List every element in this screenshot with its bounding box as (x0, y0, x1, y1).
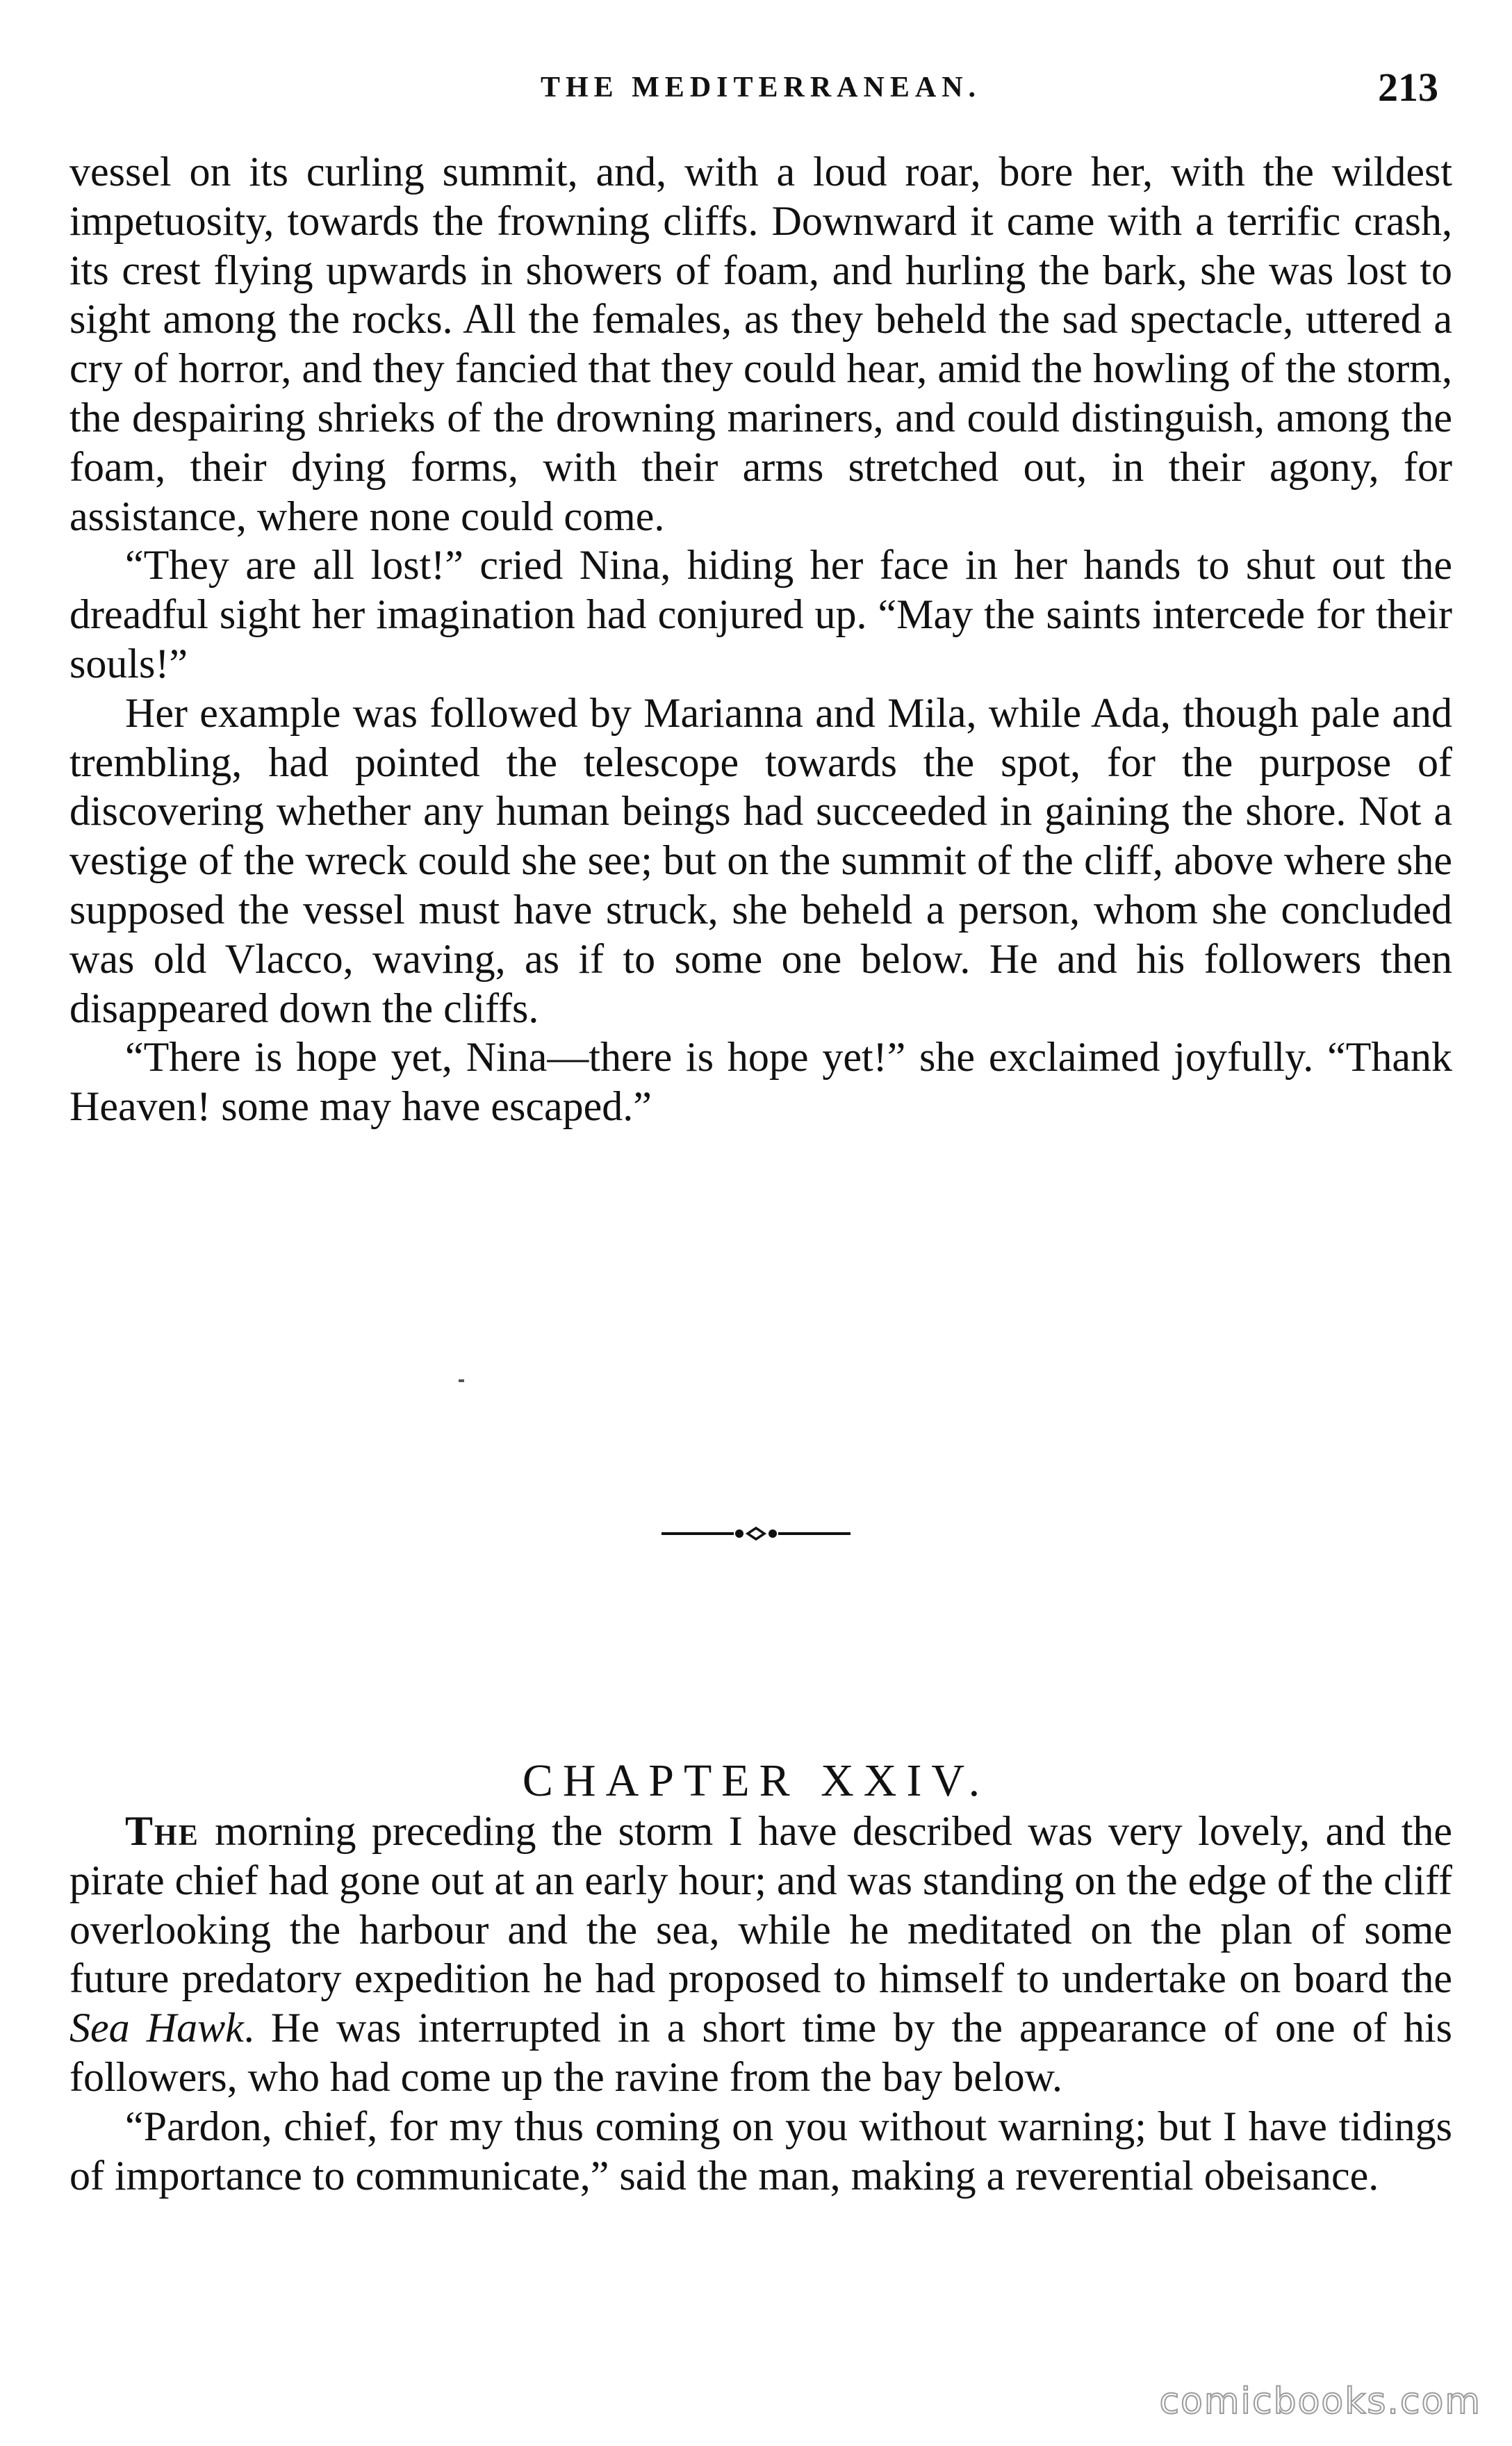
chapter-paragraph-1 (69, 1807, 1452, 2102)
paragraph-2: “They are all lost!” cried Nina, hiding her face in her hands to shut out the dreadful sight her imagination had conjured up. “May the saints intercede for their souls!” (69, 542, 1452, 687)
ornament-rule-icon (659, 1523, 853, 1544)
body-text-top (69, 147, 1452, 1131)
running-title: THE MEDITERRANEAN. (540, 72, 982, 104)
section-ornament (0, 1523, 1512, 1544)
paragraph-4: “There is hope yet, Nina—there is hope yet!” she exclaimed joyfully. “Thank Heaven! some may have escaped.” (69, 1034, 1452, 1130)
paragraph-3: Her example was followed by Marianna and Mila, while Ada, though pale and trembling, had pointed the telescope towards the spot, for the purpose of discovering whether any human beings had succeeded in gaining the shore. Not a vestige of the wreck could she see; but on the summit of the cliff, above where she supposed the vessel must have struck, she beheld a person, whom she concluded was old Vlacco, waving, as if to some one below. He and his followers then disappeared down the cliffs. (69, 689, 1452, 1031)
opening-word: The (125, 1808, 199, 1854)
print-speck (459, 1379, 464, 1382)
ship-name: Sea Hawk (69, 2005, 244, 2051)
page-number: 213 (1378, 65, 1438, 110)
running-header (69, 64, 1452, 120)
chapter-paragraph-2: “Pardon, chief, for my thus coming on you without warning; but I have tidings of importance to communicate,” said the man, making a reverential obeisance. (69, 2103, 1452, 2199)
chapter-heading: CHAPTER XXIV. (522, 1755, 990, 1806)
chapter-paragraph-1-part-a: morning preceding the storm I have described was very lovely, and the pirate chief had gone out at an early hour; and was standing on the edge of the cliff overlooking the harbour and the sea, while he meditated on the plan of some future predatory expedition he had proposed to himself to undertake on board the (69, 1808, 1452, 2002)
body-text-bottom (69, 1807, 1452, 2200)
paragraph-1: vessel on its curling summit, and, with a loud roar, bore her, with the wildest impetuosity, towards the frowning cliffs. Downward it came with a terrific crash, its crest flying upwards in showers of foam, and hurling the bark, she was lost to sight among the rocks. All the females, as they beheld the sad spectacle, uttered a cry of horror, and they fancied that they could hear, amid the howling of the storm, the despairing shrieks of the drowning mariners, and could distinguish, among the foam, their dying forms, with their arms stretched out, in their agony, for assistance, where none could come. (69, 149, 1452, 539)
watermark: comicbooks.com (1159, 2381, 1481, 2422)
chapter-paragraph-1-part-b: . He was interrupted in a short time by the appearance of one of his followers, who had come up the ravine from the bay below. (69, 2005, 1452, 2100)
